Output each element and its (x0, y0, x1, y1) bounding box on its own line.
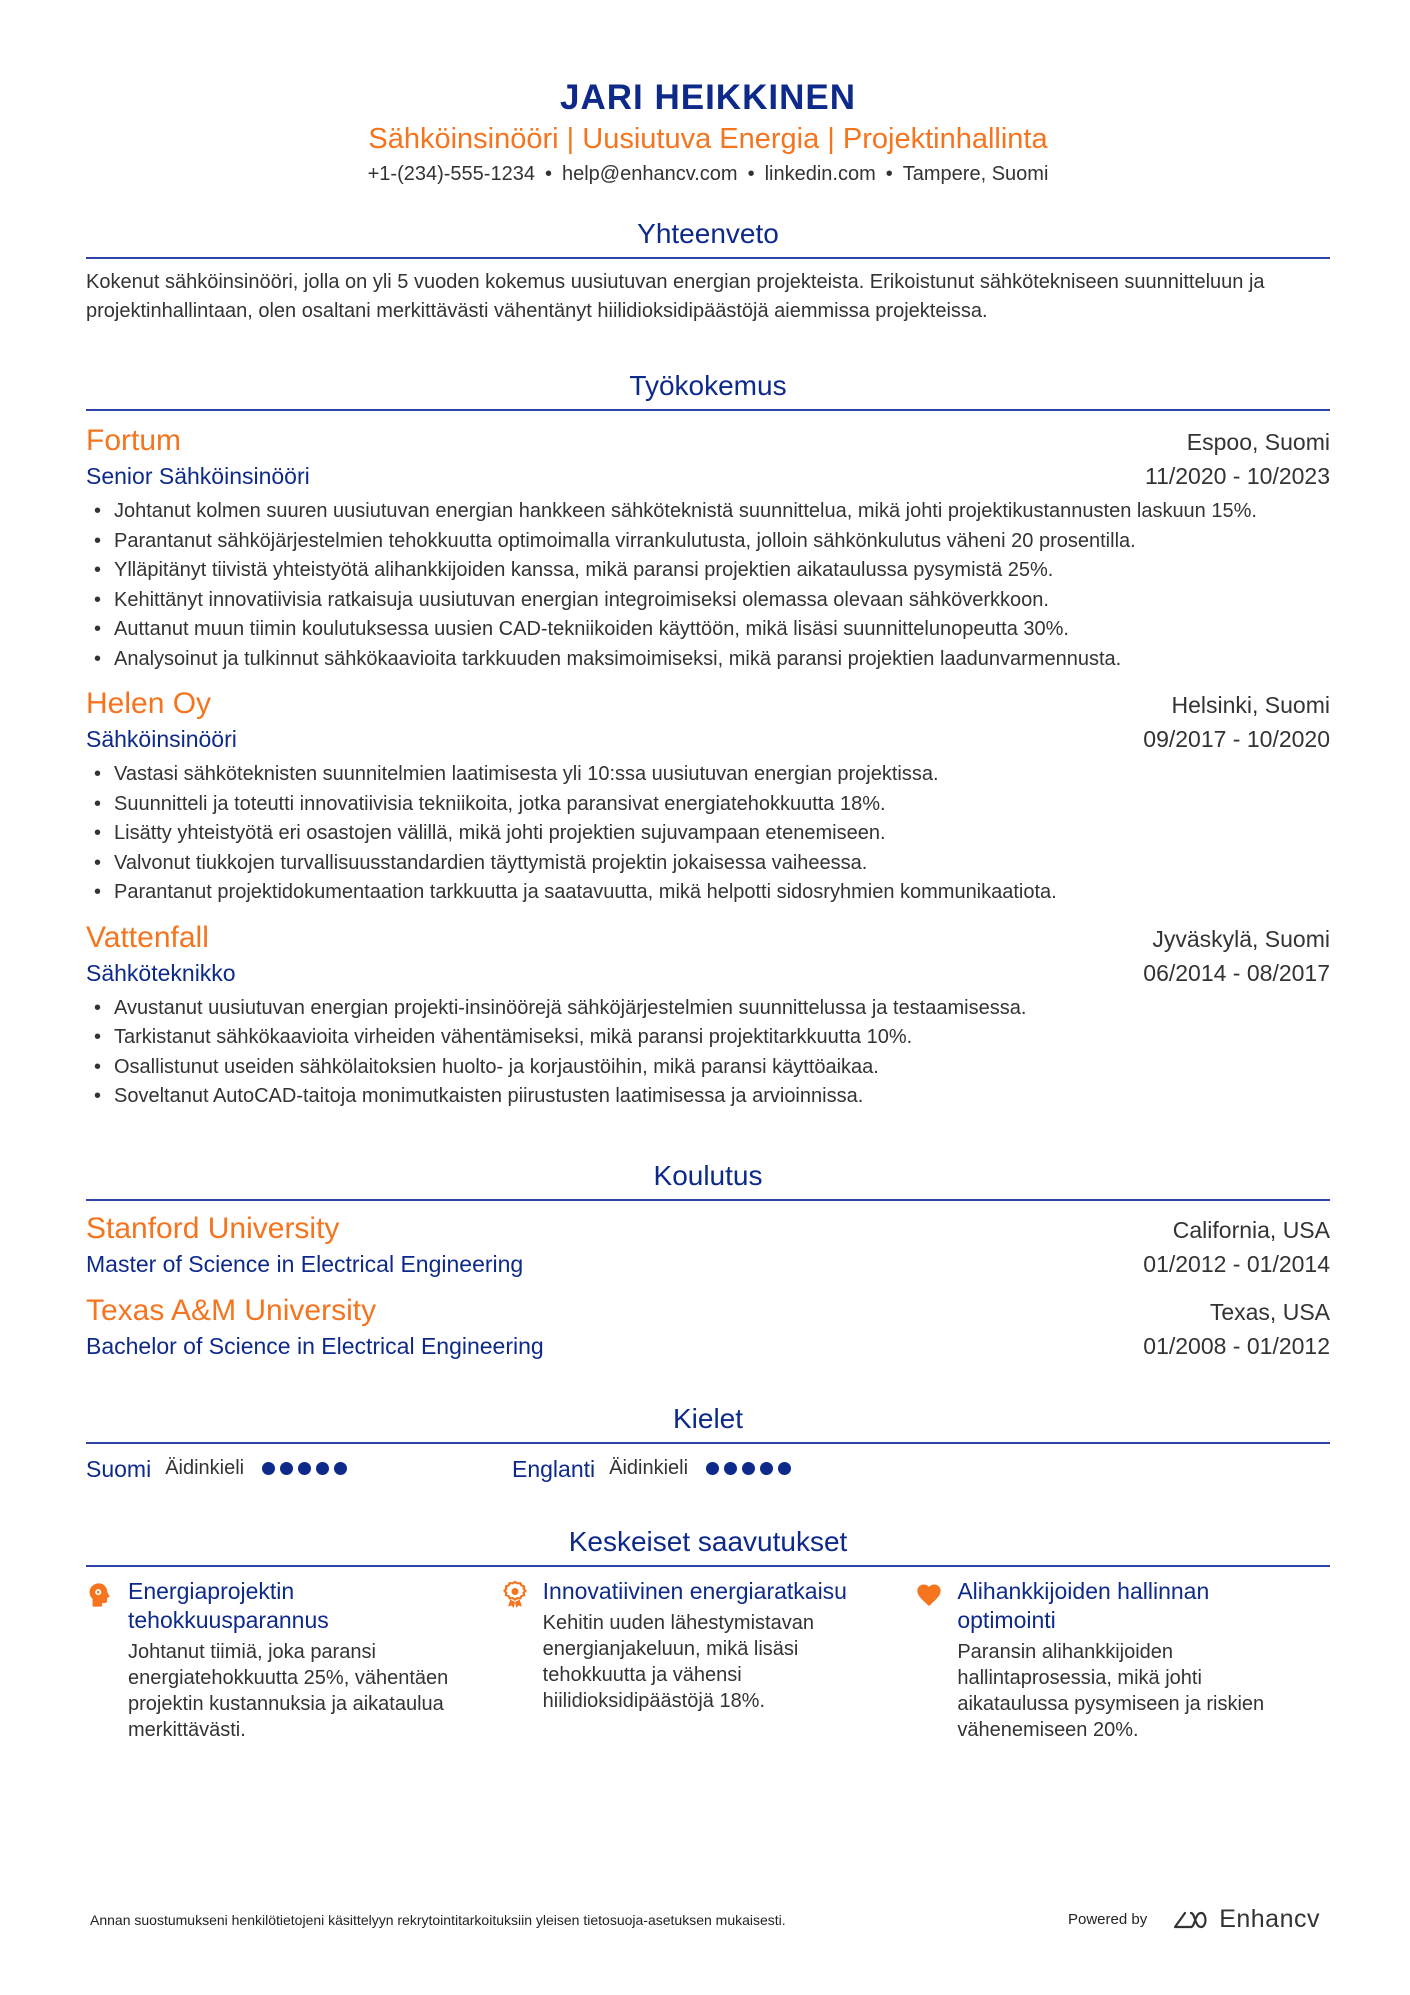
language-item (512, 1452, 938, 1486)
section-title-summary: Yhteenveto (86, 216, 1330, 259)
job-entry (86, 686, 1330, 908)
bullet-item: • Kehittänyt innovatiivisia ratkaisuja uusiutuvan energian integroimiseksi olemassa olevaan sähköverkkoon. (86, 586, 1330, 616)
rating-dot (334, 1462, 347, 1475)
achievement-item (915, 1577, 1330, 1743)
language-rating (262, 1462, 347, 1475)
enhancv-logo-text: Enhancv (1219, 1905, 1320, 1933)
rating-dot (280, 1462, 293, 1475)
school-name: Stanford University (86, 1211, 340, 1245)
heart-icon (915, 1581, 943, 1609)
school-location: Texas, USA (1209, 1298, 1330, 1325)
experience-section (86, 368, 1330, 1112)
company-name: Helen Oy (86, 687, 212, 720)
education-dates: 01/2012 - 01/2014 (1143, 1250, 1330, 1277)
languages-section (86, 1401, 1330, 1486)
job-location: Helsinki, Suomi (1171, 692, 1330, 718)
rating-dot (760, 1462, 773, 1475)
separator-dot: • (885, 163, 893, 185)
job-location: Espoo, Suomi (1186, 429, 1330, 455)
rating-dot (262, 1462, 275, 1475)
education-section (86, 1158, 1330, 1363)
education-entry (86, 1211, 1330, 1281)
language-level: Äidinkieli (165, 1457, 245, 1479)
bullet-item: • Parantanut projektidokumentaation tarkkuutta ja saatavuutta, mikä helpotti sidosryhmien kommunikaatiota. (86, 878, 1330, 908)
location: Tampere, Suomi (902, 163, 1049, 185)
education-dates: 01/2008 - 01/2012 (1143, 1332, 1330, 1359)
degree: Bachelor of Science in Electrical Engineering (86, 1332, 544, 1359)
linkedin-link[interactable]: linkedin.com (764, 163, 876, 185)
candidate-name: JARI HEIKKINEN (560, 78, 856, 117)
achievement-item (86, 1577, 501, 1743)
gdpr-consent-text: Annan suostumukseni henkilötietojeni käsittelyyn rekrytointitarkoituksiin yleisen tietosuoja-asetuksen mukaisesti. (90, 1911, 786, 1928)
job-bullets (86, 760, 1330, 908)
rating-dot (724, 1462, 737, 1475)
section-title-experience: Työkokemus (86, 368, 1330, 411)
achievement-title: Alihankkijoiden hallinnan optimointi (957, 1577, 1210, 1633)
achievements-section (86, 1524, 1330, 1743)
bullet-item: • Avustanut uusiutuvan energian projekti-insinöörejä sähköjärjestelmien suunnittelussa ja testaamisessa. (86, 994, 1330, 1024)
bullet-item: • Soveltanut AutoCAD-taitoja monimutkaisten piirustusten laatimisessa ja arvioinnissa. (86, 1082, 1330, 1112)
bullet-item: • Auttanut muun tiimin koulutuksessa uusien CAD-tekniikoiden käyttöön, mikä lisäsi suunnittelunopeutta 30%. (86, 615, 1330, 645)
phone: +1-(234)-555-1234 (367, 163, 535, 185)
school-location: California, USA (1172, 1216, 1330, 1243)
achievement-title: Energiaprojektin tehokkuusparannus (128, 1577, 329, 1633)
summary-text: Kokenut sähköinsinööri, jolla on yli 5 vuoden kokemus uusiutuvan energian projekteista. Erikoistunut sähkötekniseen suunnitteluun ja projektinhallintaan, olen osaltani merkittävästi vähentänyt hiilidioksidipäästöjä aiemmissa projekteissa. (86, 271, 1265, 322)
contact-line (86, 160, 1330, 188)
job-dates: 09/2017 - 10/2020 (1143, 726, 1330, 752)
brain-head-icon (86, 1581, 114, 1609)
degree: Master of Science in Electrical Engineering (86, 1250, 524, 1277)
job-entry (86, 423, 1330, 674)
separator-dot: • (747, 163, 755, 185)
rating-dot (742, 1462, 755, 1475)
achievement-title: Innovatiivinen energiaratkaisu (542, 1577, 847, 1604)
page-footer (90, 1905, 1320, 1934)
bullet-item: • Johtanut kolmen suuren uusiutuvan energian hankkeen sähköteknistä suunnittelua, mikä johti projektikustannusten laskuun 15%. (86, 497, 1330, 527)
enhancv-logo-icon (1171, 1909, 1211, 1931)
bullet-item: • Analysoinut ja tulkinnut sähkökaavioita tarkkuuden maksimoimiseksi, mikä paransi projektien laadunvarmennusta. (86, 645, 1330, 675)
rating-dot (298, 1462, 311, 1475)
achievement-item (501, 1577, 916, 1743)
powered-by (1068, 1905, 1320, 1934)
company-name: Vattenfall (86, 920, 209, 954)
powered-by-label: Powered by (1067, 1911, 1148, 1928)
separator-dot: • (544, 163, 552, 185)
bullet-item: • Ylläpitänyt tiivistä yhteistyötä alihankkijoiden kanssa, mikä paransi projektien aikataulussa pysymistä 25%. (86, 556, 1330, 586)
rating-dot (778, 1462, 791, 1475)
language-name: Englanti (512, 1455, 596, 1482)
achievement-description: Paransin alihankkijoiden hallintaprosessia, mikä johti aikataulussa pysymiseen ja riskien vähenemiseen 20%. (957, 1640, 1265, 1741)
job-bullets (86, 994, 1330, 1112)
candidate-headline: Sähköinsinööri | Uusiutuva Energia | Projektinhallinta (368, 123, 1048, 155)
job-entry (86, 920, 1330, 1112)
language-item (86, 1452, 512, 1486)
bullet-item: • Parantanut sähköjärjestelmien tehokkuutta optimoimalla virrankulutusta, jolloin sähkönkulutus väheni 20 prosentilla. (86, 527, 1330, 557)
job-bullets (86, 497, 1330, 674)
achievement-description: Johtanut tiimiä, joka paransi energiatehokkuutta 25%, vähentäen projektin kustannuksia ja aikataulua merkittävästi. (128, 1640, 449, 1741)
rating-dot (316, 1462, 329, 1475)
job-dates: 06/2014 - 08/2017 (1143, 959, 1330, 986)
bullet-item: • Lisätty yhteistyötä eri osastojen välillä, mikä johti projektien sujuvampaan etenemiseen. (86, 819, 1330, 849)
award-medal-icon (501, 1581, 529, 1609)
job-title: Sähköinsinööri (86, 726, 237, 752)
section-title-achievements: Keskeiset saavutukset (86, 1524, 1330, 1567)
job-location: Jyväskylä, Suomi (1152, 925, 1330, 952)
email-link[interactable]: help@enhancv.com (561, 163, 738, 185)
resume-header (86, 78, 1330, 188)
section-title-education: Koulutus (86, 1158, 1330, 1201)
achievement-description: Kehitin uuden lähestymistavan energianjakeluun, mikä lisäsi tehokkuutta ja vähensi hiilidioksidipäästöjä 18%. (542, 1611, 814, 1712)
section-title-languages: Kielet (86, 1401, 1330, 1444)
enhancv-logo[interactable] (1171, 1905, 1320, 1934)
summary-section (86, 216, 1330, 326)
resume-page (86, 78, 1330, 1743)
bullet-item: • Tarkistanut sähkökaavioita virheiden vähentämiseksi, mikä paransi projektitarkkuutta 10%. (86, 1023, 1330, 1053)
language-name: Suomi (86, 1455, 152, 1482)
language-rating (706, 1462, 791, 1475)
bullet-item: • Vastasi sähköteknisten suunnitelmien laatimisesta yli 10:ssa uusiutuvan energian projektissa. (86, 760, 1330, 790)
school-name: Texas A&M University (86, 1293, 377, 1327)
language-level: Äidinkieli (609, 1457, 689, 1479)
rating-dot (706, 1462, 719, 1475)
job-title: Senior Sähköinsinööri (86, 463, 310, 489)
job-dates: 11/2020 - 10/2023 (1144, 463, 1330, 489)
company-name: Fortum (86, 424, 182, 457)
job-title: Sähköteknikko (86, 959, 236, 986)
bullet-item: • Valvonut tiukkojen turvallisuusstandardien täyttymistä projektin jokaisessa vaiheessa. (86, 849, 1330, 879)
bullet-item: • Osallistunut useiden sähkölaitoksien huolto- ja korjaustöihin, mikä paransi käyttöaikaa. (86, 1053, 1330, 1083)
education-entry (86, 1293, 1330, 1363)
bullet-item: • Suunnitteli ja toteutti innovatiivisia tekniikoita, jotka paransivat energiatehokkuutta 18%. (86, 790, 1330, 820)
